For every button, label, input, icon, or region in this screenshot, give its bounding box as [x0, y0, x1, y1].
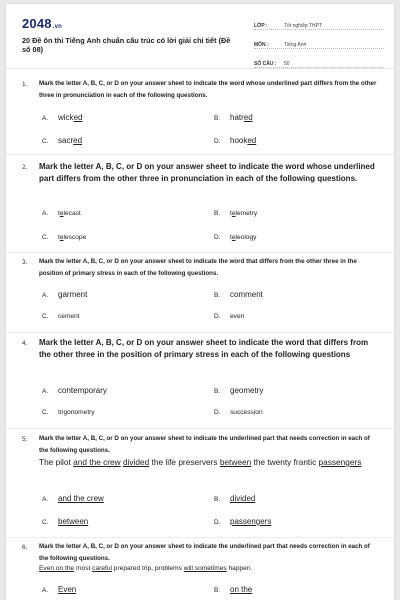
option-letter: B.	[214, 388, 221, 395]
document-title: 20 Đề ôn thi Tiếng Anh chuẩn cấu trúc có lời giải chi tiết (Đề số 08)	[22, 36, 231, 54]
sentence-underlined: and the crew	[73, 457, 121, 467]
sentence-text: The pilot	[39, 457, 74, 467]
option-text-post: leology	[235, 234, 257, 241]
meta-value: 50	[284, 61, 290, 67]
option-letter: C.	[42, 409, 49, 416]
sentence-text: the twenty frantic	[251, 457, 319, 467]
option-c[interactable]	[42, 234, 86, 241]
meta-label: LỚP :	[254, 23, 268, 29]
sentence-underlined: Even on the	[39, 565, 75, 572]
option-text: passengers	[230, 517, 272, 526]
option-text: on the	[230, 585, 253, 594]
option-text: and the crew	[58, 494, 104, 503]
option-text: cement	[58, 313, 80, 320]
option-letter: D.	[214, 313, 221, 320]
option-letter: A.	[42, 115, 49, 122]
option-text-pre: t	[230, 234, 232, 241]
option-letter: C.	[42, 519, 49, 526]
option-text-pre: hatr	[230, 113, 244, 122]
option-text-pre: hook	[230, 136, 248, 145]
site-logo[interactable]	[22, 16, 62, 31]
option-letter: A.	[42, 292, 49, 299]
option-letter: B.	[214, 587, 221, 594]
option-b[interactable]	[214, 585, 252, 594]
question-prompt: Mark the letter A, B, C, or D on your answer sheet to indicate the word that differs from the other three in the position of primary stress in each of the following questions	[39, 338, 369, 359]
option-text: divided	[230, 494, 256, 503]
question-prompt: Mark the letter A, B, C, or D on your answer sheet to indicate the word whose underlined part differs from the other three in pronunciation in each of the following questions.	[39, 80, 377, 99]
option-underlined: e	[59, 210, 64, 217]
option-b[interactable]	[214, 210, 257, 217]
meta-row-class	[254, 16, 384, 30]
option-letter: B.	[214, 115, 221, 122]
document-page	[6, 4, 394, 600]
meta-row-subject	[254, 35, 384, 49]
option-text-pre: t	[58, 234, 60, 241]
logo-suffix: .vn	[52, 24, 63, 30]
option-letter: C.	[42, 138, 49, 145]
option-text-post: lescope	[63, 234, 87, 241]
option-text-pre: t	[58, 210, 60, 217]
sentence-text: most	[74, 565, 93, 572]
option-underlined: ed	[247, 136, 257, 145]
option-a[interactable]	[42, 210, 81, 217]
option-d[interactable]	[214, 136, 256, 145]
option-letter: A.	[42, 388, 49, 395]
meta-value: Tốt nghiệp THPT	[284, 23, 322, 29]
option-c[interactable]	[42, 313, 80, 320]
sentence-underlined: will sometimes	[183, 565, 227, 572]
option-text-post: lemetry	[235, 210, 258, 217]
option-b[interactable]	[214, 113, 253, 122]
question-sentence	[39, 563, 384, 575]
option-underlined: ed	[73, 113, 83, 122]
option-d[interactable]	[214, 517, 271, 526]
question-number: 5.	[22, 436, 28, 443]
question-number: 6.	[22, 544, 28, 551]
option-letter: D.	[214, 234, 221, 241]
option-c[interactable]	[42, 517, 88, 526]
question-number: 2.	[22, 164, 28, 171]
sentence-text: the life preservers	[149, 457, 220, 467]
option-a[interactable]	[42, 290, 87, 299]
logo-text: 2048	[22, 16, 52, 31]
meta-label: SỐ CÂU :	[254, 61, 277, 67]
option-text: garment	[58, 290, 88, 299]
sentence-underlined: between	[219, 457, 252, 467]
option-underlined: e	[231, 234, 236, 241]
option-letter: D.	[214, 409, 221, 416]
sentence-underlined: divided	[122, 457, 150, 467]
option-text: comment	[230, 290, 263, 299]
option-a[interactable]	[42, 113, 82, 122]
option-b[interactable]	[214, 386, 263, 395]
sentence-underlined: careful	[92, 565, 112, 572]
option-text: trigonometry	[58, 409, 95, 416]
question-prompt: Mark the letter A, B, C, or D on your answer sheet to indicate the word whose underlined part differs from the other three in pronunciation in each of the following questions.	[39, 162, 375, 183]
option-letter: B.	[214, 496, 221, 503]
option-text-pre: t	[230, 210, 232, 217]
option-text-pre: wick	[58, 113, 74, 122]
option-letter: A.	[42, 210, 49, 217]
option-a[interactable]	[42, 494, 104, 503]
option-text: Even	[58, 585, 77, 594]
option-d[interactable]	[214, 313, 244, 320]
question-prompt: Mark the letter A, B, C, or D on your answer sheet to indicate the underlined part that needs correction in each of the following questions.	[39, 435, 370, 454]
question-divider	[6, 332, 394, 333]
option-a[interactable]	[42, 386, 107, 395]
question-number: 1.	[22, 81, 28, 88]
sentence-text: happen.	[226, 565, 253, 572]
question-sentence	[39, 456, 384, 468]
option-text: between	[58, 517, 89, 526]
meta-row-count	[254, 54, 384, 68]
option-a[interactable]	[42, 585, 76, 594]
option-letter: D.	[214, 519, 221, 526]
option-d[interactable]	[214, 234, 256, 241]
question-divider	[6, 537, 394, 538]
option-c[interactable]	[42, 409, 95, 416]
option-text-post: lecast	[63, 210, 81, 217]
option-underlined: ed	[73, 136, 83, 145]
option-letter: C.	[42, 234, 49, 241]
option-text: geometry	[230, 386, 264, 395]
option-text: even	[230, 313, 245, 320]
question-number: 3.	[22, 259, 28, 266]
question-number: 4.	[22, 340, 28, 347]
option-underlined: ed	[243, 113, 253, 122]
sentence-underlined: passengers	[318, 457, 362, 467]
option-b[interactable]	[214, 494, 255, 503]
option-letter: C.	[42, 313, 49, 320]
option-underlined: e	[231, 210, 236, 217]
sentence-text: prepared trip, problems	[111, 565, 184, 572]
question-prompt: Mark the letter A, B, C, or D on your answer sheet to indicate the word that differs from the other three in the position of primary stress in each of the following questions.	[39, 258, 357, 277]
option-c[interactable]	[42, 136, 82, 145]
question-prompt: Mark the letter A, B, C, or D on your answer sheet to indicate the underlined part that needs correction in each of the following questions.	[39, 543, 370, 562]
question-divider	[6, 428, 394, 429]
exam-meta	[254, 16, 384, 73]
option-letter: A.	[42, 587, 49, 594]
question-divider	[6, 154, 394, 155]
question-divider	[6, 252, 394, 253]
meta-value: Tiếng Anh	[284, 42, 307, 48]
option-d[interactable]	[214, 409, 263, 416]
option-text-pre: sacr	[58, 136, 74, 145]
option-text: succession	[230, 409, 263, 416]
option-b[interactable]	[214, 290, 263, 299]
option-letter: B.	[214, 292, 221, 299]
document-header	[6, 4, 394, 69]
option-text: contemporary	[58, 386, 107, 395]
option-letter: D.	[214, 138, 221, 145]
option-letter: B.	[214, 210, 221, 217]
option-letter: A.	[42, 496, 49, 503]
meta-label: MÔN :	[254, 42, 269, 48]
option-underlined: e	[59, 234, 64, 241]
